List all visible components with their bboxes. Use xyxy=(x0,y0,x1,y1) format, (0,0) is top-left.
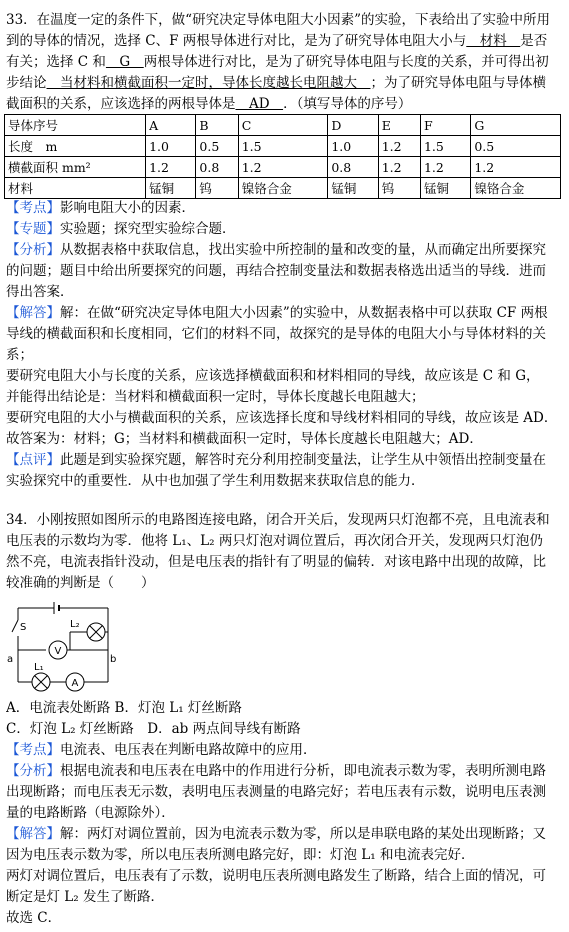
point-b-label: b xyxy=(110,654,116,665)
q34-line-3: 然不亮，电流表指针没动，但是电压表的指针有了明显的偏转．对该电路中出现的故障，比 xyxy=(6,554,546,570)
jieda-line-7: 故答案为：材料；G；当材料和横截面积一定时，导体长度越长电阻越大；AD． xyxy=(6,431,483,447)
table-cell: 材料 xyxy=(5,178,146,199)
answer-34 xyxy=(6,698,562,929)
jieda-line-4: 断定是灯 L₂ 发生了断路． xyxy=(6,889,164,905)
lamp-l1-label: L₁ xyxy=(34,662,44,673)
table-cell: 钨 xyxy=(196,178,238,199)
option-c-d: C．灯泡 L₂ 灯丝断路 D．ab 两点间导线有断路 xyxy=(6,721,301,737)
q33-line-1: 33．在温度一定的条件下，做“研究决定导体电阻大小因素”的实验，下表给出了实验中所用 xyxy=(6,12,550,28)
table-cell: 0.5 xyxy=(196,136,238,157)
switch-label: S xyxy=(20,622,27,633)
table-cell: 1.5 xyxy=(420,136,470,157)
ammeter-label: A xyxy=(71,678,79,689)
table-cell: B xyxy=(196,115,238,136)
jieda-line-3: 两灯对调位置后，电压表有了示数，说明电压表所测电路发生了断路，结合上面的情况，可 xyxy=(6,868,546,884)
table-row xyxy=(5,157,561,178)
answer-blank-4: AD xyxy=(235,96,284,112)
table-cell: 1.0 xyxy=(146,136,196,157)
table-cell: 锰铜 xyxy=(328,178,378,199)
dianping-tag: 【点评】 xyxy=(6,452,60,468)
jieda-line-2: 导线的横截面积和长度相同，它们的材料不同，故探究的是导体的电阻大小与导体材料的关 xyxy=(6,326,546,342)
table-cell: 镍铬合金 xyxy=(238,178,328,199)
table-cell: 横截面积 mm² xyxy=(5,157,146,178)
table-cell: 0.8 xyxy=(328,157,378,178)
fenxi-line-2: 出现断路；而电压表无示数，表明电压表测量的电路完好；若电压表有示数，说明电压表测 xyxy=(6,784,546,800)
table-cell: 0.5 xyxy=(471,136,561,157)
fenxi-line-1: 【分析】从数据表格中获取信息，找出实验中所控制的量和改变的量，从而确定出所要探究 xyxy=(6,242,546,258)
kaodian-line: 【考点】电流表、电压表在判断电路故障中的应用． xyxy=(6,742,317,758)
lamp-l2-label: L₂ xyxy=(70,619,80,630)
table-cell: 0.8 xyxy=(196,157,238,178)
point-a-label: a xyxy=(7,654,14,665)
dianping-line-1: 【点评】此题是到实验探究题，解答时充分利用控制变量法，让学生从中领悟出控制变量在 xyxy=(6,452,546,468)
question-33 xyxy=(6,10,562,115)
table-cell: 镍铬合金 xyxy=(471,178,561,199)
table-cell: 1.2 xyxy=(238,157,328,178)
answer-blank-2: G xyxy=(105,54,144,70)
q34-line-4: 较准确的判断是（ ） xyxy=(6,575,155,591)
table-cell: 导体序号 xyxy=(5,115,146,136)
table-cell: E xyxy=(378,115,420,136)
kaodian-line: 【考点】影响电阻大小的因素． xyxy=(6,200,195,216)
voltmeter-label: V xyxy=(54,646,62,657)
table-cell: 1.2 xyxy=(420,157,470,178)
answer-33 xyxy=(6,198,562,492)
table-cell: 1.2 xyxy=(378,157,420,178)
fenxi-tag: 【分析】 xyxy=(6,763,60,779)
jieda-line-2: 因为电压表示数为零，所以电压表所测电路完好，即：灯泡 L₁ 和电流表完好． xyxy=(6,847,475,863)
q34-line-2: 电压表的示数均为零．他将 L₁、L₂ 两只灯泡对调位置后，再次闭合开关，发现两只灯泡仍 xyxy=(6,533,543,549)
table-cell: F xyxy=(420,115,470,136)
jieda-line-5: 并能得出结论是：当材料和横截面积一定时，导体长度越长电阻越大； xyxy=(6,389,425,405)
table-cell: 1.5 xyxy=(238,136,328,157)
question-34 xyxy=(6,510,562,594)
table-cell: D xyxy=(328,115,378,136)
fenxi-line-3: 量的电路断路（电源除外）． xyxy=(6,805,175,821)
fenxi-line-1: 【分析】根据电流表和电压表在电路中的作用进行分析，即电流表示数为零，表明所测电路 xyxy=(6,763,546,779)
table-cell: 锰铜 xyxy=(420,178,470,199)
switch-blade xyxy=(12,620,18,632)
fenxi-line-2: 的问题；题目中给出所要探究的问题，再结合控制变量法和数据表格选出适当的导线．进而 xyxy=(6,263,546,279)
q33-line-2: 到的导体的情况，选择 C、F 两根导体进行对比，是为了研究导体电阻大小与 材料 是否 xyxy=(6,33,548,49)
jieda-line-1: 【解答】解：在做“研究决定导体电阻大小因素”的实验中，从数据表格中可以获取 CF 两根 xyxy=(6,305,548,321)
jieda-line-1: 【解答】解：两灯对调位置前，因为电流表示数为零，所以是串联电路的某处出现断路；又 xyxy=(6,826,546,842)
zhuanti-line: 【专题】实验题；探究型实验综合题． xyxy=(6,221,236,237)
jieda-line-3: 系； xyxy=(6,347,33,363)
table-cell: 钨 xyxy=(378,178,420,199)
table-cell: 锰铜 xyxy=(146,178,196,199)
q33-line-5: 截面积的关系，应该选择的两根导体是 AD ．（填写导体的序号） xyxy=(6,96,412,112)
jieda-line-4: 要研究电阻大小与长度的关系，应该选择横截面积和材料相同的导线，故应该是 C 和 G， xyxy=(6,368,540,384)
jieda-line-5: 故选 C． xyxy=(6,910,62,926)
table-cell: C xyxy=(238,115,328,136)
kaodian-tag: 【考点】 xyxy=(6,742,60,758)
dianping-line-2: 实验探究中的重要性．从中也加强了学生利用数据来获取信息的能力． xyxy=(6,473,425,489)
q33-line-3: 有关；选择 C 和 G 两根导体进行对比，是为了研究导体电阻与长度的关系，并可得出初 xyxy=(6,54,549,70)
fenxi-line-3: 得出答案． xyxy=(6,284,74,300)
option-a-b: A．电流表处断路 B．灯泡 L₁ 灯丝断路 xyxy=(6,700,242,716)
circuit-diagram xyxy=(4,600,116,692)
table-cell: G xyxy=(471,115,561,136)
jieda-line-6: 要研究电阻的大小与横截面积的关系，应该选择长度和导线材料相同的导线，故应该是 AD． xyxy=(6,410,558,426)
q33-line-4: 步结论 当材料和横截面积一定时，导体长度越长电阻越大 ；为了研究导体电阻与导体横 xyxy=(6,75,546,91)
jieda-tag: 【解答】 xyxy=(6,305,60,321)
table-cell: 1.2 xyxy=(471,157,561,178)
conductor-table xyxy=(4,114,561,199)
table-cell: A xyxy=(146,115,196,136)
q34-line-1: 34．小刚按照如图所示的电路图连接电路，闭合开关后，发现两只灯泡都不亮，且电流表和 xyxy=(6,512,550,528)
zhuanti-tag: 【专题】 xyxy=(6,221,60,237)
answer-blank-3: 当材料和横截面积一定时，导体长度越长电阻越大 xyxy=(46,75,371,91)
table-cell: 1.2 xyxy=(146,157,196,178)
answer-blank-1: 材料 xyxy=(466,33,521,49)
table-row xyxy=(5,178,561,199)
table-cell: 1.0 xyxy=(328,136,378,157)
table-cell: 1.2 xyxy=(378,136,420,157)
jieda-tag: 【解答】 xyxy=(6,826,60,842)
kaodian-tag: 【考点】 xyxy=(6,200,60,216)
fenxi-tag: 【分析】 xyxy=(6,242,60,258)
table-row xyxy=(5,115,561,136)
table-row xyxy=(5,136,561,157)
table-cell: 长度 m xyxy=(5,136,146,157)
